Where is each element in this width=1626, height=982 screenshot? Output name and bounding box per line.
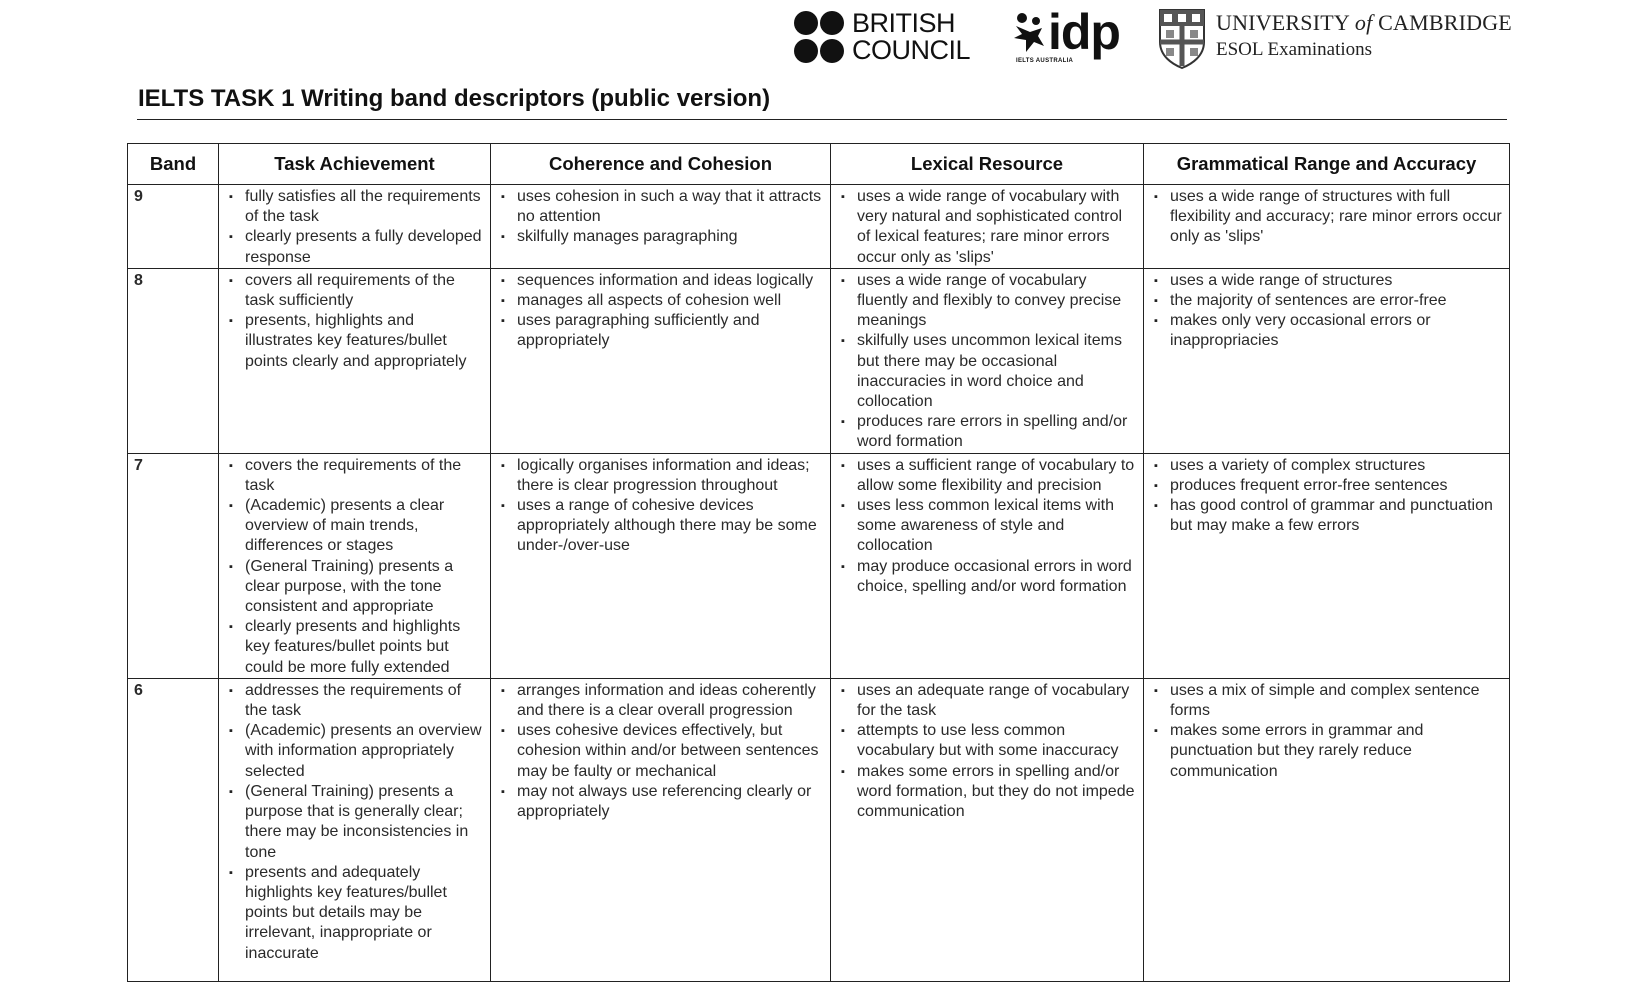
list-item: ▪ uses less common lexical items with some awareness of style and collocation <box>857 496 1137 557</box>
idp-wordmark: idp <box>1048 4 1120 60</box>
list-item: ▪ skilfully manages paragraphing <box>517 227 824 247</box>
list-item: ▪ uses an adequate range of vocabulary for the task <box>857 681 1137 721</box>
list-item: ▪ (Academic) presents an overview with information appropriately selected <box>245 721 484 782</box>
coherence-cell <box>491 453 831 678</box>
list-item: ▪ makes some errors in spelling and/or word formation, but they do not impede communication <box>857 762 1137 823</box>
cambridge-logo <box>1158 8 1512 70</box>
list-item: ▪ uses cohesion in such a way that it attracts no attention <box>517 187 824 227</box>
cambridge-name: UNIVERSITY of CAMBRIDGE <box>1216 10 1512 35</box>
task-achievement-cell <box>219 678 491 981</box>
task-achievement-cell <box>219 268 491 453</box>
lexical-cell <box>831 268 1144 453</box>
list-item: ▪ uses a wide range of structures <box>1170 271 1503 291</box>
list-item: ▪ produces frequent error-free sentences <box>1170 476 1503 496</box>
cambridge-esol: ESOL Examinations <box>1216 39 1373 60</box>
list-item: ▪ fully satisfies all the requirements of the task <box>245 187 484 227</box>
british-council-wordmark: BRITISH COUNCIL <box>852 8 971 65</box>
list-item: ▪ may produce occasional errors in word choice, spelling and/or word formation <box>857 557 1137 597</box>
british-council-logo <box>794 10 976 66</box>
band-number: 9 <box>128 185 219 269</box>
list-item: ▪ manages all aspects of cohesion well <box>517 291 824 311</box>
list-item: ▪ arranges information and ideas coherently and there is a clear overall progression <box>517 681 824 721</box>
list-item: ▪ uses cohesive devices effectively, but cohesion within and/or between sentences may be faulty or mechanical <box>517 721 824 782</box>
idp-logo <box>1012 4 1132 66</box>
list-item: ▪ presents and adequately highlights key features/bullet points but details may be irrelevant, inappropriate or inaccurate <box>245 863 484 964</box>
list-item: ▪ uses a wide range of structures with full flexibility and accuracy; rare minor errors occur only as 'slips' <box>1170 187 1503 248</box>
table-row-band-8 <box>128 268 1510 453</box>
list-item: ▪ uses a variety of complex structures <box>1170 456 1503 476</box>
list-item: ▪ uses a sufficient range of vocabulary to allow some flexibility and precision <box>857 456 1137 496</box>
header-grammatical-range: Grammatical Range and Accuracy <box>1144 144 1510 185</box>
lexical-cell <box>831 678 1144 981</box>
list-item: ▪ has good control of grammar and punctuation but may make a few errors <box>1170 496 1503 536</box>
list-item: ▪ (General Training) presents a purpose that is generally clear; there may be inconsistencies in tone <box>245 782 484 863</box>
table-row-band-7 <box>128 453 1510 678</box>
coherence-cell <box>491 185 831 269</box>
grammar-cell <box>1144 268 1510 453</box>
list-item: ▪ covers the requirements of the task <box>245 456 484 496</box>
header-band: Band <box>128 144 219 185</box>
list-item: ▪ addresses the requirements of the task <box>245 681 484 721</box>
coherence-cell <box>491 268 831 453</box>
list-item: ▪ logically organises information and ideas; there is clear progression throughout <box>517 456 824 496</box>
table-row-band-6 <box>128 678 1510 981</box>
cambridge-shield-icon <box>1158 8 1206 70</box>
list-item: ▪ makes some errors in grammar and punctuation but they rarely reduce communication <box>1170 721 1503 782</box>
header-lexical-resource: Lexical Resource <box>831 144 1144 185</box>
list-item: ▪ presents, highlights and illustrates key features/bullet points clearly and appropriately <box>245 311 484 372</box>
title-divider <box>137 119 1507 120</box>
list-item: ▪ uses paragraphing sufficiently and appropriately <box>517 311 824 351</box>
idp-figure-icon <box>1012 12 1048 56</box>
list-item: ▪ uses a wide range of vocabulary with very natural and sophisticated control of lexical features; rare minor errors occur only as 'slips' <box>857 187 1137 268</box>
list-item: ▪ may not always use referencing clearly or appropriately <box>517 782 824 822</box>
list-item: ▪ uses a range of cohesive devices appropriately although there may be some under-/over-use <box>517 496 824 557</box>
grammar-cell <box>1144 185 1510 269</box>
list-item: ▪ clearly presents a fully developed response <box>245 227 484 267</box>
header-task-achievement: Task Achievement <box>219 144 491 185</box>
list-item: ▪ skilfully uses uncommon lexical items but there may be occasional inaccuracies in word choice and collocation <box>857 331 1137 412</box>
task-achievement-cell <box>219 185 491 269</box>
coherence-cell <box>491 678 831 981</box>
table-header-row <box>128 144 1510 185</box>
task-achievement-cell <box>219 453 491 678</box>
list-item: ▪ (General Training) presents a clear purpose, with the tone consistent and appropriate <box>245 557 484 618</box>
list-item: ▪ uses a wide range of vocabulary fluently and flexibly to convey precise meanings <box>857 271 1137 332</box>
band-descriptors-table <box>127 143 1510 982</box>
grammar-cell <box>1144 453 1510 678</box>
list-item: ▪ uses a mix of simple and complex sentence forms <box>1170 681 1503 721</box>
list-item: ▪ sequences information and ideas logically <box>517 271 824 291</box>
list-item: ▪ produces rare errors in spelling and/or word formation <box>857 412 1137 452</box>
band-number: 6 <box>128 678 219 981</box>
band-number: 8 <box>128 268 219 453</box>
lexical-cell <box>831 185 1144 269</box>
list-item: ▪ the majority of sentences are error-free <box>1170 291 1503 311</box>
idp-subtitle: IELTS AUSTRALIA <box>1016 58 1074 64</box>
page-title: IELTS TASK 1 Writing band descriptors (public version) <box>138 85 771 112</box>
list-item: ▪ attempts to use less common vocabulary but with some inaccuracy <box>857 721 1137 761</box>
band-number: 7 <box>128 453 219 678</box>
header-coherence-cohesion: Coherence and Cohesion <box>491 144 831 185</box>
lexical-cell <box>831 453 1144 678</box>
british-council-dots-icon <box>794 11 846 65</box>
grammar-cell <box>1144 678 1510 981</box>
list-item: ▪ makes only very occasional errors or inappropriacies <box>1170 311 1503 351</box>
table-row-band-9 <box>128 185 1510 269</box>
list-item: ▪ (Academic) presents a clear overview of main trends, differences or stages <box>245 496 484 557</box>
list-item: ▪ clearly presents and highlights key features/bullet points but could be more fully extended <box>245 617 484 678</box>
list-item: ▪ covers all requirements of the task sufficiently <box>245 271 484 311</box>
